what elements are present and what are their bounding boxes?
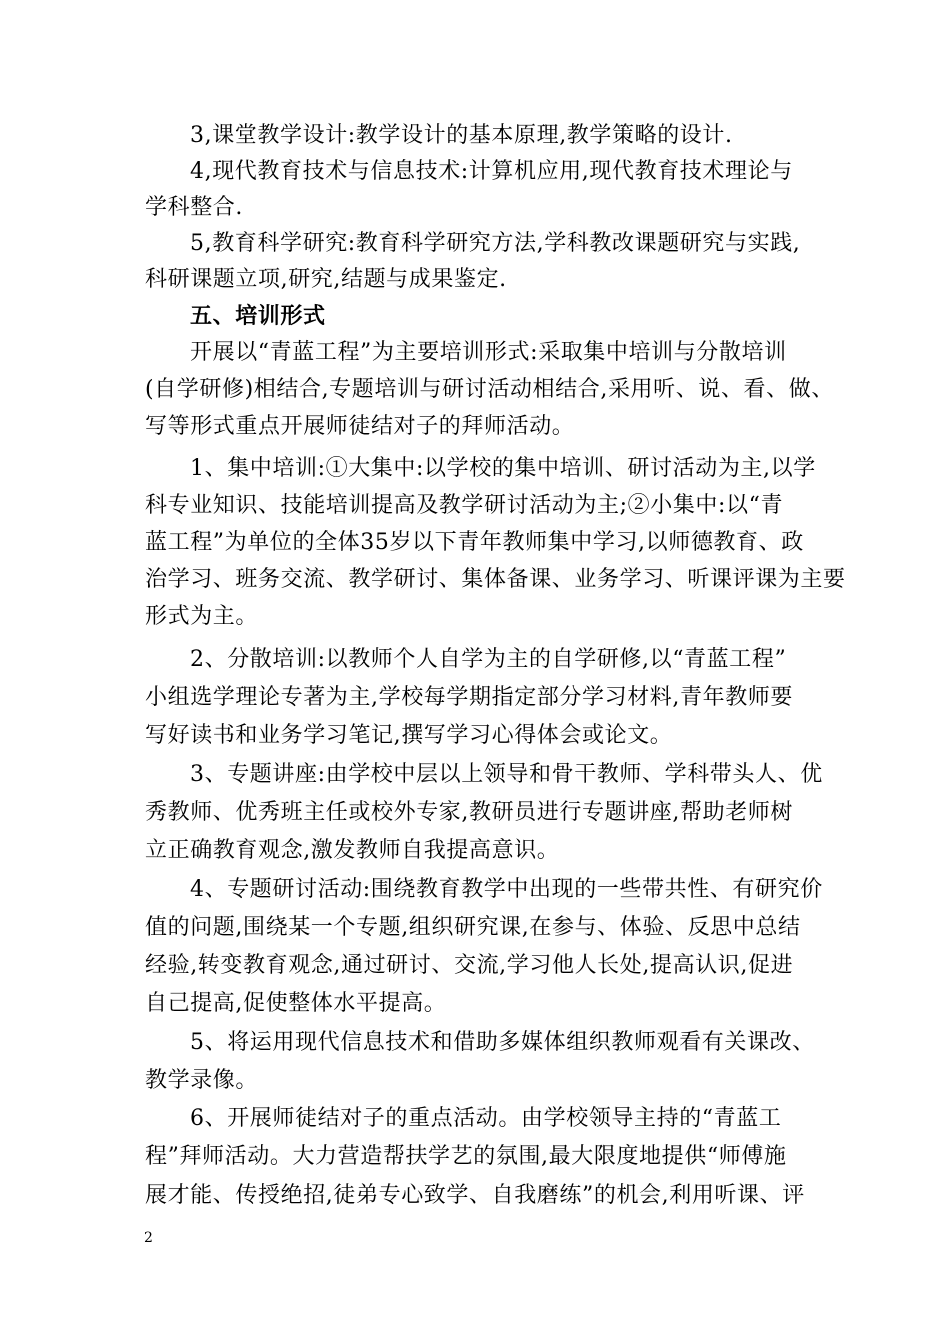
text-line: 经验,转变教育观念,通过研讨、交流,学习他人长处,提高认识,促进 — [145, 953, 794, 978]
text-line: 写等形式重点开展师徒结对子的拜师活动。 — [145, 414, 575, 439]
text-line: 值的问题,围绕某一个专题,组织研究课,在参与、体验、反思中总结 — [145, 915, 801, 940]
text-line: 3、专题讲座:由学校中层以上领导和骨干教师、学科带头人、优 — [190, 762, 823, 787]
text-line: 5、将运用现代信息技术和借助多媒体组织教师观看有关课改、 — [190, 1030, 815, 1055]
text-line: 3,课堂教学设计:教学设计的基本原理,教学策略的设计. — [190, 123, 733, 148]
text-line: 程”拜师活动。大力营造帮扶学艺的氛围,最大限度地提供“师傅施 — [145, 1144, 787, 1169]
text-line: 6、开展师徒结对子的重点活动。由学校领导主持的“青蓝工 — [190, 1106, 782, 1131]
text-line: 展才能、传授绝招,徒弟专心致学、自我磨练”的机会,利用听课、评 — [145, 1183, 805, 1208]
text-line: 学科整合. — [145, 195, 243, 220]
text-line: 开展以“青蓝工程”为主要培训形式:采取集中培训与分散培训 — [190, 340, 787, 365]
text-line: 蓝工程”为单位的全体35岁以下青年教师集中学习,以师德教育、政 — [145, 530, 804, 555]
page-number: 2 — [144, 1230, 153, 1246]
text-line: 形式为主。 — [145, 604, 259, 629]
text-line: 科专业知识、技能培训提高及教学研讨活动为主;②小集中:以“青 — [145, 493, 784, 518]
text-line: 小组选学理论专著为主,学校每学期指定部分学习材料,青年教师要 — [145, 685, 793, 710]
text-line: 1、集中培训:①大集中:以学校的集中培训、研讨活动为主,以学 — [190, 456, 816, 481]
text-line: 科研课题立项,研究,结题与成果鉴定. — [145, 267, 507, 292]
section-heading: 五、培训形式 — [190, 303, 326, 329]
text-line: 写好读书和业务学习笔记,撰写学习心得体会或论文。 — [145, 723, 673, 748]
text-line: 4,现代教育技术与信息技术:计算机应用,现代教育技术理论与 — [190, 159, 793, 184]
text-line: 治学习、班务交流、教学研讨、集体备课、业务学习、听课评课为主要 — [145, 567, 846, 592]
text-line: 2、分散培训:以教师个人自学为主的自学研修,以“青蓝工程” — [190, 647, 787, 672]
text-line: 教学录像。 — [145, 1068, 259, 1093]
text-line: 秀教师、优秀班主任或校外专家,教研员进行专题讲座,帮助老师树 — [145, 800, 793, 825]
text-line: 5,教育科学研究:教育科学研究方法,学科教改课题研究与实践, — [190, 231, 801, 256]
text-line: 立正确教育观念,激发教师自我提高意识。 — [145, 838, 560, 863]
text-line: 自己提高,促使整体水平提高。 — [145, 991, 447, 1016]
text-line: 4、专题研讨活动:围绕教育教学中出现的一些带共性、有研究价 — [190, 877, 823, 902]
text-line: (自学研修)相结合,专题培训与研讨活动相结合,采用听、说、看、做、 — [145, 377, 834, 402]
